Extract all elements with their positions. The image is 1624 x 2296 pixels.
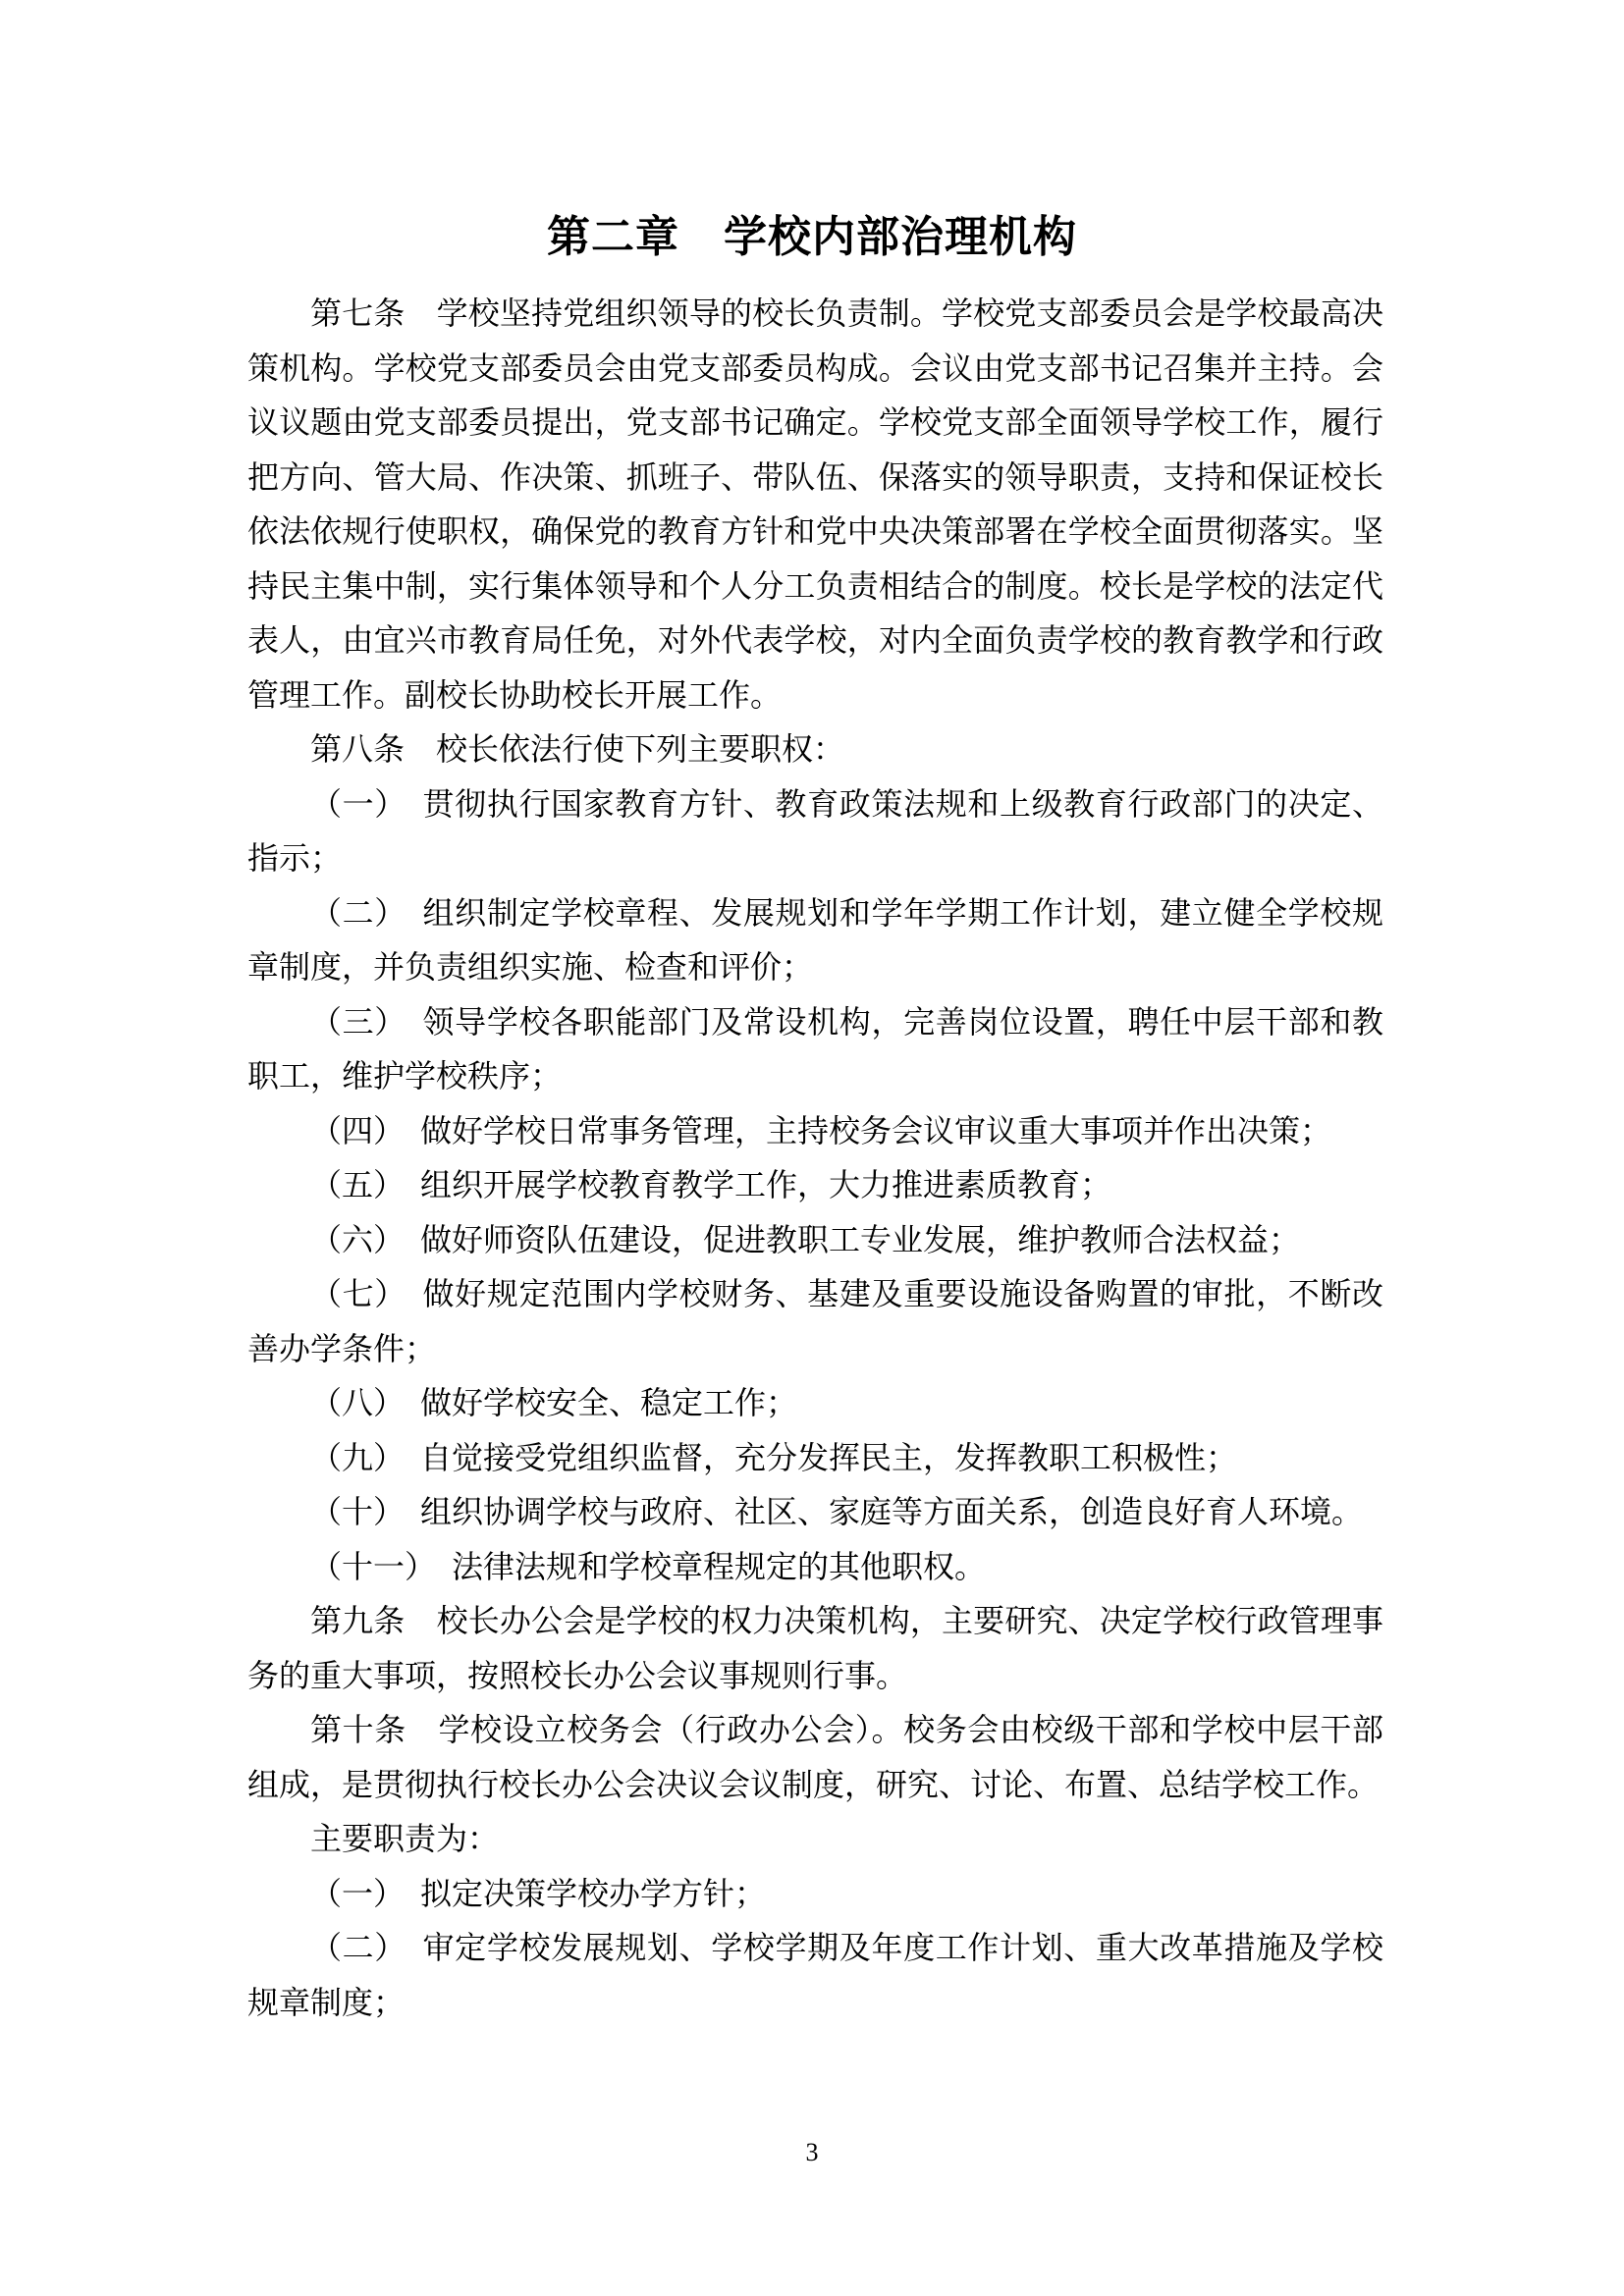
duties-heading: 主要职责为： — [310, 1820, 500, 1857]
article-7-paragraph: 第七条 学校坚持党组织领导的校长负责制。学校党支部委员会是学校最高决策机构。学校党支部委员会由党支部委员构成。会议由党支部书记召集并主持。会议议题由党支部委员提出，党支部书记确定。学校党支部全面领导学校工作，履行把方向、管大局、作决策、抓班子、带队伍、保落实的领导职责，支持和保证校长依法依规行使职权，确保党的教育方针和党中央决策部署在学校全面贯彻落实。坚持民主集中制，实行集体领导和个人分工负责相结合的制度。校长是学校的法定代表人，由宜兴市教育局任免，对外代表学校，对内全面负责学校的教育教学和行政管理工作。副校长协助校长开展工作。 — [247, 294, 1383, 714]
document-body — [247, 287, 1383, 2030]
article-8-item-11: （十一） 法律法规和学校章程规定的其他职权。 — [310, 1547, 987, 1585]
article-8-item-9: （九） 自觉接受党组织监督，充分发挥民主，发挥教职工积极性； — [310, 1438, 1238, 1476]
article-10-duty-1: （一） 拟定决策学校办学方针； — [310, 1874, 767, 1912]
article-10-duty-2: （二） 审定学校发展规划、学校学期及年度工作计划、重大改革措施及学校规章制度； — [247, 1929, 1383, 2021]
article-8-item-2: （二） 组织制定学校章程、发展规划和学年学期工作计划，建立健全学校规章制度，并负责组织实施、检查和评价； — [247, 893, 1383, 986]
article-8-item-3: （三） 领导学校各职能部门及常设机构，完善岗位设置，聘任中层干部和教职工，维护学校秩序； — [247, 1002, 1383, 1095]
page-number: 3 — [805, 2138, 819, 2166]
article-8-item-8: （八） 做好学校安全、稳定工作； — [310, 1384, 798, 1421]
article-9-paragraph: 第九条 校长办公会是学校的权力决策机构，主要研究、决定学校行政管理事务的重大事项，按照校长办公会议事规则行事。 — [247, 1602, 1383, 1694]
article-8-item-1: （一） 贯彻执行国家教育方针、教育政策法规和上级教育行政部门的决定、指示； — [247, 784, 1383, 877]
article-8-item-10: （十） 组织协调学校与政府、社区、家庭等方面关系，创造良好育人环境。 — [310, 1493, 1364, 1530]
article-8-item-7: （七） 做好规定范围内学校财务、基建及重要设施设备购置的审批，不断改善办学条件； — [247, 1275, 1383, 1367]
article-8-item-6: （六） 做好师资队伍建设，促进教职工专业发展，维护教师合法权益； — [310, 1220, 1301, 1258]
article-8-item-4: （四） 做好学校日常事务管理，主持校务会议审议重大事项并作出决策； — [310, 1111, 1332, 1149]
chapter-title: 第二章 学校内部治理机构 — [547, 212, 1077, 262]
article-8-paragraph: 第八条 校长依法行使下列主要职权： — [310, 730, 845, 768]
article-10-paragraph: 第十条 学校设立校务会（行政办公会）。校务会由校级干部和学校中层干部组成，是贯彻执行校长办公会决议会议制度，研究、讨论、布置、总结学校工作。 — [247, 1711, 1383, 1803]
article-8-item-5: （五） 组织开展学校教育教学工作，大力推进素质教育； — [310, 1166, 1112, 1203]
